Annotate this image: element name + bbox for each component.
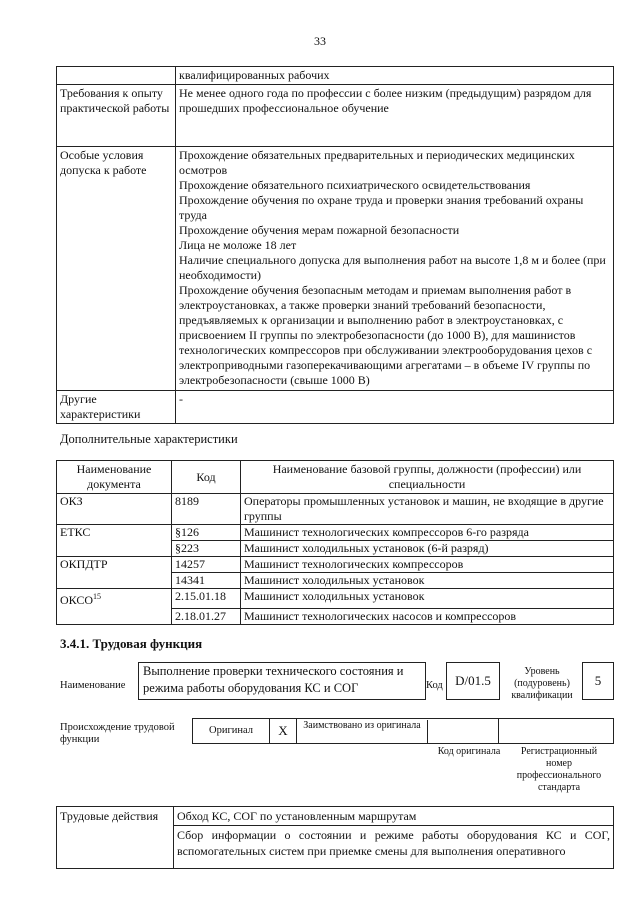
condition-line: Лица не моложе 18 лет bbox=[179, 238, 297, 252]
doc-cell bbox=[57, 608, 172, 624]
condition-line: Прохождение обязательных предварительных и периодических медицинских осмотров bbox=[179, 148, 575, 177]
code-cell: §223 bbox=[172, 541, 241, 557]
name-cell: Машинист технологических компрессоров 6-го разряда bbox=[241, 525, 614, 541]
row-label: Требования к опыту практической работы bbox=[57, 85, 176, 147]
action-cell: Обход КС, СОГ по установленным маршрутам bbox=[174, 807, 614, 826]
column-header: Наименование базовой группы, должности (профессии) или специальности bbox=[241, 461, 614, 494]
name-cell: Машинист холодильных установок bbox=[241, 573, 614, 589]
original-mark: X bbox=[270, 719, 297, 743]
level-label: Уровень (подуровень) квалификации bbox=[511, 666, 573, 701]
table-row bbox=[57, 589, 614, 609]
origin-row bbox=[192, 718, 614, 744]
qualification-table bbox=[56, 66, 614, 424]
table-row bbox=[57, 608, 614, 624]
origin-label: Происхождение трудовой функции bbox=[60, 722, 175, 745]
row-label: Трудовые действия bbox=[57, 807, 174, 869]
doc-cell: ОКЗ bbox=[57, 494, 172, 525]
action-cell: Сбор информации о состоянии и режиме работы оборудования КС и СОГ, вспомогательных систем при приемке смены для выполнения оперативного bbox=[174, 826, 614, 869]
doc-cell bbox=[57, 573, 172, 589]
code-cell: 2.15.01.18 bbox=[172, 589, 241, 609]
additional-characteristics-title: Дополнительные характеристики bbox=[60, 432, 238, 446]
original-label: Оригинал bbox=[193, 719, 270, 743]
name-cell: Машинист технологических компрессоров bbox=[241, 557, 614, 573]
reg-number-label: Регистрационный номер профессионального стандарта bbox=[516, 746, 602, 793]
table-row bbox=[57, 807, 614, 826]
code-cell: 8189 bbox=[172, 494, 241, 525]
borrowed-label: Заимствовано из оригинала bbox=[297, 720, 428, 743]
name-cell: Машинист технологических насосов и компрессоров bbox=[241, 608, 614, 624]
row-label: Особые условия допуска к работе bbox=[57, 147, 176, 391]
function-code-box: D/01.5 bbox=[446, 662, 500, 700]
table-row bbox=[57, 541, 614, 557]
doc-cell: ОКСО$^{15}$ bbox=[57, 589, 172, 609]
doc-cell: ОКПДТР bbox=[57, 557, 172, 573]
code-cell: 2.18.01.27 bbox=[172, 608, 241, 624]
level-box: 5 bbox=[582, 662, 614, 700]
footnote-ref: 15 bbox=[93, 592, 102, 601]
code-cell: 14257 bbox=[172, 557, 241, 573]
row-value: Не менее одного года по профессии с более низким (предыдущим) разрядом для прошедших профессиональное обучение bbox=[176, 85, 614, 147]
section-title: 3.4.1. Трудовая функция bbox=[60, 636, 203, 651]
page-number: 33 bbox=[314, 34, 326, 48]
table-row bbox=[57, 67, 614, 85]
table-row bbox=[57, 557, 614, 573]
function-name-box: Выполнение проверки технического состояния и режима работы оборудования КС и СОГ bbox=[138, 662, 426, 700]
code-cell: §126 bbox=[172, 525, 241, 541]
row-value: квалифицированных рабочих bbox=[176, 67, 614, 85]
table-row bbox=[57, 573, 614, 589]
column-header: Код bbox=[172, 461, 241, 494]
table-row bbox=[57, 494, 614, 525]
table-row bbox=[57, 85, 614, 147]
condition-line: Наличие специального допуска для выполнения работ на высоте 1,8 м и более (при необходимости) bbox=[179, 253, 606, 282]
condition-line: Прохождение обучения мерам пожарной безопасности bbox=[179, 223, 460, 237]
code-label: Код bbox=[426, 680, 443, 691]
table-row bbox=[57, 525, 614, 541]
condition-line: Прохождение обязательного психиатрического освидетельствования bbox=[179, 178, 531, 192]
doc-cell bbox=[57, 541, 172, 557]
name-cell: Машинист холодильных установок bbox=[241, 589, 614, 609]
condition-line: Прохождение обучения по охране труда и проверки знания требований охраны труда bbox=[179, 193, 584, 222]
code-original-label: Код оригинала bbox=[437, 746, 501, 757]
table-row bbox=[57, 391, 614, 424]
condition-line: Прохождение обучения безопасным методам и приемам выполнения работ в электроустановках, а также проверки знаний требований безопасности, предъявляемых к организации и выполнению работ в электроустановках, с присвоением II группы по электробезопасности (до 1000 В), для машинистов технологических компрессоров при обслуживании электрооборудования цехов с электроприводными газоперекачивающими агрегатами – в объеме IV группы по электробезопасности (свыше 1000 В) bbox=[179, 283, 593, 387]
doc-cell: ЕТКС bbox=[57, 525, 172, 541]
column-header: Наименование документа bbox=[57, 461, 172, 494]
row-value: - bbox=[176, 391, 614, 424]
row-label: Другие характеристики bbox=[57, 391, 176, 424]
table-row bbox=[57, 147, 614, 391]
classifier-table bbox=[56, 460, 614, 625]
table-header-row bbox=[57, 461, 614, 494]
labor-actions-table bbox=[56, 806, 614, 869]
code-original-cell bbox=[428, 719, 499, 743]
row-value bbox=[176, 147, 614, 391]
name-label: Наименование bbox=[60, 680, 126, 691]
name-cell: Машинист холодильных установок (6-й разряд) bbox=[241, 541, 614, 557]
name-cell: Операторы промышленных установок и машин, не входящие в другие группы bbox=[241, 494, 614, 525]
row-label bbox=[57, 67, 176, 85]
code-cell: 14341 bbox=[172, 573, 241, 589]
